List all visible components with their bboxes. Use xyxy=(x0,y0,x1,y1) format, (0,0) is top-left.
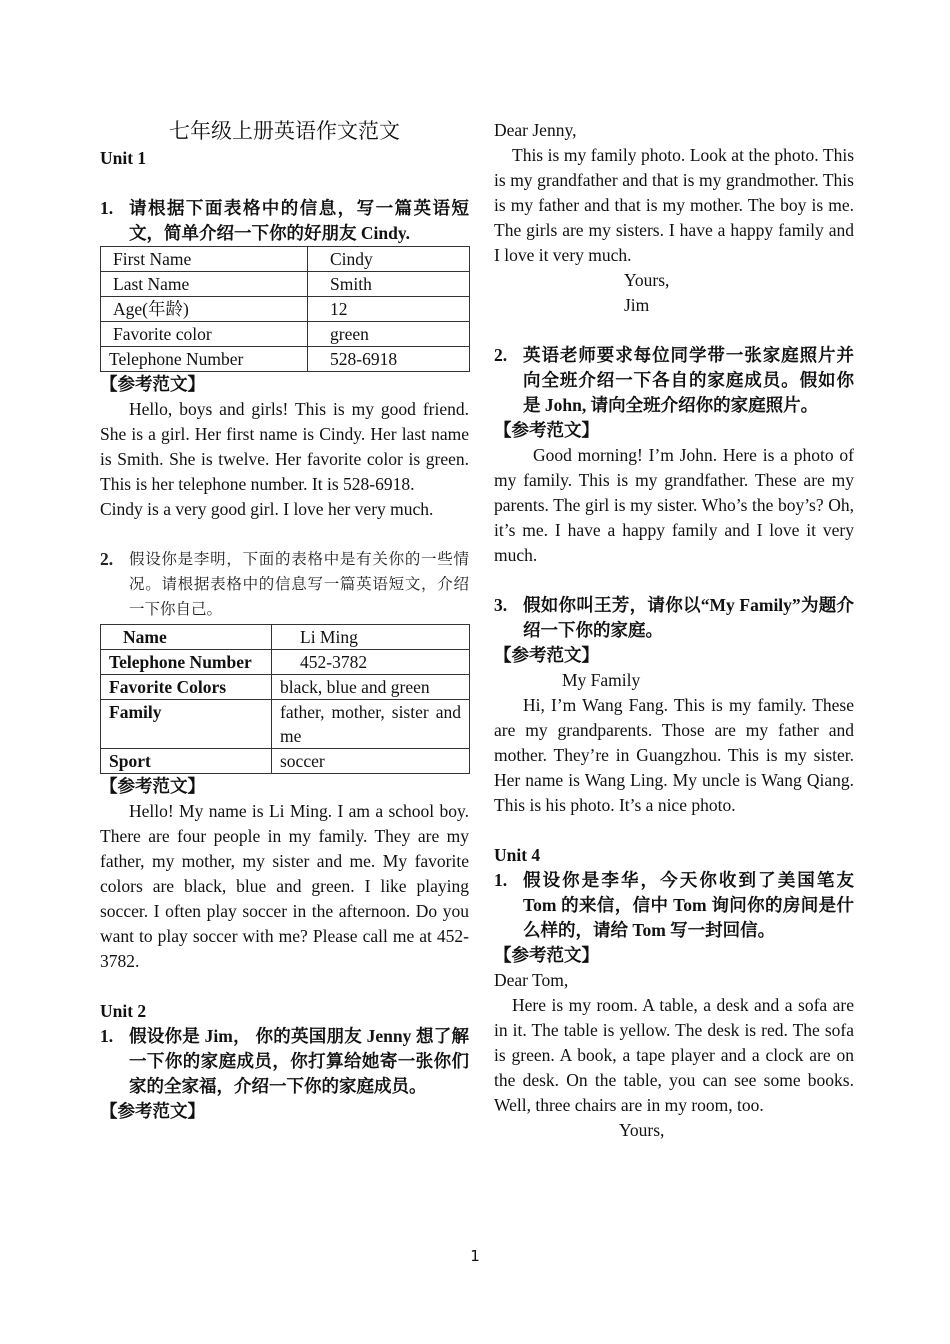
unit1-q1-essay: Hello, boys and girls! This is my good friend. She is a girl. Her first name is Cindy. Her last name is Smith. She is twelve. Her favorite color is green. This is her telephone number. It is 528-6918. xyxy=(100,399,469,494)
table-row: Last Name Smith xyxy=(101,272,470,297)
table-row: Favorite color green xyxy=(101,322,470,347)
letter-closing: Yours, xyxy=(619,1120,665,1140)
right-column xyxy=(494,118,854,1143)
table-row: Name Li Ming xyxy=(101,625,470,650)
unit2-q1-prompt: 1. 假设你是 Jim， 你的英国朋友 Jenny 想了解一下你的家庭成员，你打算给她寄一张你们家的全家福，介绍一下你的家庭成员。 xyxy=(100,1026,469,1096)
letter-closing: Yours, xyxy=(624,270,670,290)
table-row: Telephone Number 452-3782 xyxy=(101,650,470,675)
unit2-q1-essay: This is my family photo. Look at the photo. This is my grandfather and that is my grandmother. This is my father and that is my mother. The boy is me. The girls are my sisters. I have a happy family and I love it very much. xyxy=(494,145,854,265)
letter-signature: Jim xyxy=(624,295,650,315)
unit2-q2-prompt: 2. 英语老师要求每位同学带一张家庭照片并向全班介绍一下各自的家庭成员。假如你是 John, 请向全班介绍你的家庭照片。 xyxy=(494,345,854,415)
unit1-q2-prompt: 2. 假设你是李明，下面的表格中是有关你的一些情况。请根据表格中的信息写一篇英语短文，介绍一下你自己。 xyxy=(100,549,469,618)
li-ming-info-table xyxy=(100,624,470,774)
unit1-heading: Unit 1 xyxy=(100,148,147,168)
letter-greeting: Dear Jenny, xyxy=(494,120,577,140)
unit2-q3-prompt: 3. 假如你叫王芳，请你以“My Family”为题介绍一下你的家庭。 xyxy=(494,595,854,640)
unit4-q1-essay: Here is my room. A table, a desk and a sofa are in it. The table is yellow. The desk is red. The sofa is green. A book, a tape player and a clock are on the desk. On the table, you can see some books. Well, three chairs are in my room, too. xyxy=(494,995,854,1115)
reference-label: 【参考范文】 xyxy=(494,945,599,965)
unit4-q1-prompt: 1. 假设你是李华，今天你收到了美国笔友 Tom 的来信，信中 Tom 询问你的房间是什么样的，请给 Tom 写一封回信。 xyxy=(494,870,854,940)
reference-label: 【参考范文】 xyxy=(494,645,599,665)
table-row: Telephone Number 528-6918 xyxy=(101,347,470,372)
unit2-q2-essay: Good morning! I’m John. Here is a photo of my family. This is my grandfather. These are my parents. The girl is my sister. Who’s the boy’s? Oh, it’s me. I have a happy family and I love it very much. xyxy=(494,445,854,565)
unit4-heading: Unit 4 xyxy=(494,845,541,865)
page-title: 七年级上册英语作文范文 xyxy=(169,119,400,143)
reference-label: 【参考范文】 xyxy=(494,420,599,440)
unit2-heading: Unit 2 xyxy=(100,1001,147,1021)
unit1-q2-essay: Hello! My name is Li Ming. I am a school boy. There are four people in my family. They are my father, my mother, my sister and me. My favorite colors are black, blue and green. I like playing soccer. I often play soccer in the afternoon. Do you want to play soccer with me? Please call me at 452-3782. xyxy=(100,801,469,971)
table-row: Family father, mother, sister and me xyxy=(101,700,470,749)
unit1-q1-prompt: 1. 请根据下面表格中的信息，写一篇英语短文，简单介绍一下你的好朋友 Cindy. xyxy=(100,198,469,243)
left-column xyxy=(100,118,469,1124)
reference-label: 【参考范文】 xyxy=(100,374,205,394)
page-number: 1 xyxy=(470,1247,480,1265)
reference-label: 【参考范文】 xyxy=(100,776,205,796)
table-row: Age(年龄) 12 xyxy=(101,297,470,322)
letter-greeting: Dear Tom, xyxy=(494,970,569,990)
cindy-info-table xyxy=(100,246,470,372)
table-row: Favorite Colors black, blue and green xyxy=(101,675,470,700)
table-row: First Name Cindy xyxy=(101,247,470,272)
table-row: Sport soccer xyxy=(101,749,470,774)
essay-title: My Family xyxy=(562,670,641,690)
unit2-q3-essay: Hi, I’m Wang Fang. This is my family. These are my grandparents. Those are my father and mother. They’re in Guangzhou. This is my sister. Her name is Wang Ling. My uncle is Wang Qiang. This is his photo. It’s a nice photo. xyxy=(494,695,854,815)
unit1-q1-essay-end: Cindy is a very good girl. I love her very much. xyxy=(100,499,434,519)
reference-label: 【参考范文】 xyxy=(100,1101,205,1121)
